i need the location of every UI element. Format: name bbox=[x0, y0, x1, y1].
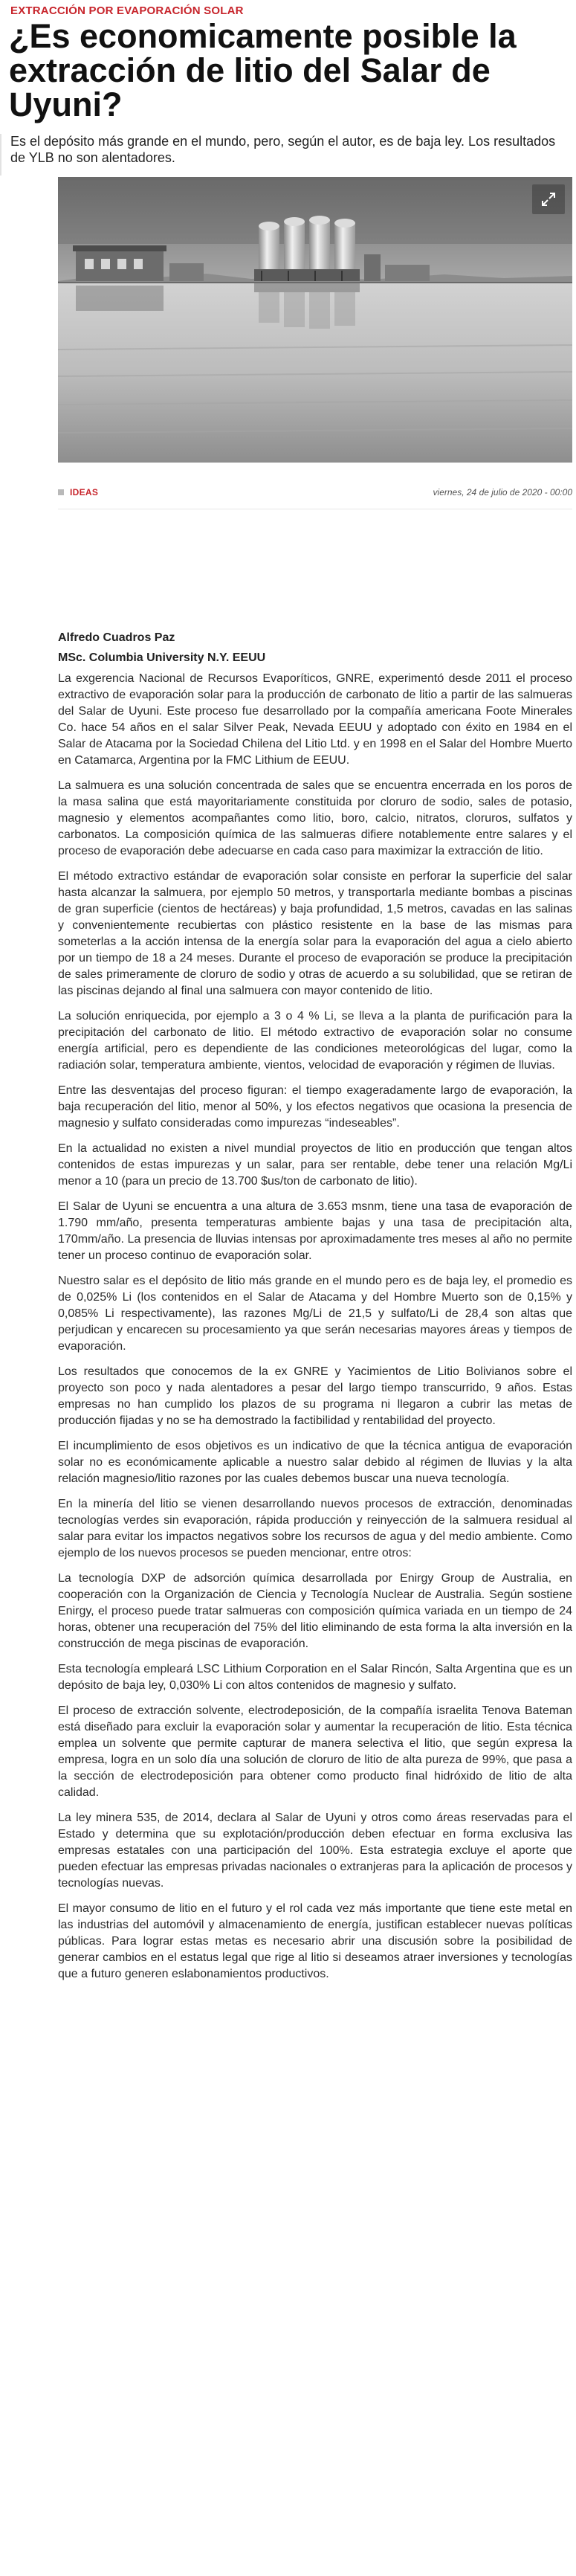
paragraph: En la actualidad no existen a nivel mundial proyectos de litio en producción que tengan altos contenidos de estas impurezas y un salar, para ser rentable, debe tener una relación Mg/Li menor a 10 (para un precio de 13.700 $us/ton de carbonato de litio). bbox=[58, 1142, 572, 1188]
publish-date: viernes, 24 de julio de 2020 - 00:00 bbox=[433, 487, 572, 498]
article-body bbox=[58, 628, 572, 1983]
paragraph: La solución enriquecida, por ejemplo a 3 o 4 % Li, se lleva a la planta de purificación para la precipitación del carbonato de litio. El método extractivo de evaporación solar no consume energía artificial, pero es dependiente de las condiciones meteorológicas del lugar, como la radiación solar, temperatura ambiente, vientos, velocidad de evaporación y régimen de lluvias. bbox=[58, 1010, 572, 1072]
category-tag[interactable] bbox=[58, 487, 98, 498]
paragraph: El método extractivo estándar de evaporación solar consiste en perforar la superficie del salar hasta alcanzar la salmuera, por ejemplo 50 metros, y transportarla mediante bombas a piscinas de gran superficie (cientos de hectáreas) y baja profundidad, 1,5 metros, cavadas en las salinas y convenientemente recubiertas con plástico resistente en la base de las mismas para someterlas a la acción intensa de la energía solar para la evaporación del agua a cielo abierto por un tiempo de 18 a 24 meses. Durante el proceso de evaporación se produce la precipitación de sales primeramente de cloruro de sodio y otras de acuerdo a su solubilidad, que se retiran de las piscinas dejando al final una salmuera con mayor contenido de litio. bbox=[58, 870, 572, 997]
paragraph: Los resultados que conocemos de la ex GNRE y Yacimientos de Litio Bolivianos sobre el proyecto son poco y nada alentadores a pesar del largo tiempo transcurrido, 9 años. Estas empresas no han cumplido los plazos de su programa ni llegaron a cubrir las metas de producción fijadas y no se ha demostrado la factibilidad y rentabilidad del proyecto. bbox=[58, 1365, 572, 1427]
salt-flat-plant-photo bbox=[58, 177, 572, 463]
paragraph: La exgerencia Nacional de Recursos Evaporíticos, GNRE, experimentó desde 2011 el proceso extractivo de evaporación solar para la producción de carbonato de litio a partir de las salmueras del Salar de Uyuni. Este proceso fue desarrollado por la compañía americana Foote Minerales Co. hace 54 años en el salar Silver Peak, Nevada EEUU y adoptado con éxito en 1984 en el Salar de Atacama por la Sociedad Chilena del Litio Ltd. y en 1998 en el Salar del Hombre Muerto en Catamarca, Argentina por la FMC Lithium de EEUU. bbox=[58, 672, 572, 767]
subtitle-accent-bar bbox=[0, 134, 1, 176]
author-title: MSc. Columbia University N.Y. EEUU bbox=[58, 651, 266, 664]
article-meta bbox=[58, 485, 572, 501]
section-kicker[interactable]: EXTRACCIÓN POR EVAPORACIÓN SOLAR bbox=[10, 4, 244, 17]
paragraph: La ley minera 535, de 2014, declara al Salar de Uyuni y otros como áreas reservadas para el Estado y determina que su explotación/producción deben efectuar en forma exclusiva las empresas estatales con una participación del 100%. Esta estrategia excluye el aporte que pueden efectuar las empresas privadas nacionales o extranjeras para la aplicación de procesos y tecnologías nuevas. bbox=[58, 1812, 572, 1890]
category-label: IDEAS bbox=[70, 487, 99, 498]
paragraph: La tecnología DXP de adsorción química desarrollada por Enirgy Group de Australia, en cooperación con la Organización de Ciencia y Tecnología Nuclear de Australia. Según sostiene Enirgy, el proceso puede tratar salmueras con composición química variada en un tiempo de 24 horas, obtener una recuperación del 75% del litio eliminando de esta forma la alta inversión en la construcción de mega piscinas de evaporación. bbox=[58, 1572, 572, 1650]
hero-image[interactable] bbox=[58, 177, 572, 463]
square-bullet-icon bbox=[58, 489, 64, 495]
paragraph: Entre las desventajas del proceso figuran: el tiempo exageradamente largo de evaporación, la baja recuperación del litio, menor al 50%, y los efectos negativos que ocasiona la presencia de magnesio y sulfato consideradas como impurezas “indeseables”. bbox=[58, 1084, 572, 1130]
paragraph: El Salar de Uyuni se encuentra a una altura de 3.653 msnm, tiene una tasa de evaporación de 1.790 mm/año, presenta temperaturas ambiente bajas y una tasa de precipitación alta, 170mm/año. La presencia de lluvias intensas por aproximadamente tres meses al año no permite tener un proceso continuo de evaporación solar. bbox=[58, 1200, 572, 1262]
paragraph: En la minería del litio se vienen desarrollando nuevos procesos de extracción, denominadas tecnologías verdes sin evaporación, rápida producción y reinyección de la salmuera residual al salar para evitar los impactos negativos sobre los recursos de agua y del medio ambiente. Como ejemplo de los nuevos procesos se pueden mencionar, entre otros: bbox=[58, 1498, 572, 1559]
paragraph: El proceso de extracción solvente, electrodeposición, de la compañía israelita Tenova Bateman está diseñado para excluir la evaporación solar y aumentar la recuperación de litio. Esta técnica emplea un solvente que permite capturar de manera selectiva el litio, que según expresa la empresa, logra en un solo día una solución de cloruro de litio de alta pureza de 99%, que pasa a la sección de electrodeposición para obtener como producto final hidróxido de litio de alta calidad. bbox=[58, 1704, 572, 1799]
expand-image-button[interactable] bbox=[532, 184, 565, 214]
paragraph: Esta tecnología empleará LSC Lithium Corporation en el Salar Rincón, Salta Argentina que es un depósito de baja ley, 0,030% Li con altos contenidos de magnesio y sulfato. bbox=[58, 1663, 572, 1692]
paragraph: Nuestro salar es el depósito de litio más grande en el mundo pero es de baja ley, el promedio es de 0,025% Li (los contenidos en el Salar de Atacama y del Hombre Muerto son de 0,15% y 0,085% Li respectivamente), las razones Mg/Li de 21,5 y sulfato/Li de 28,4 son altas que perjudican y encarecen su procesamiento ya que serán necesarias mayores áreas y tiempos de evaporación. bbox=[58, 1275, 572, 1353]
paragraph: El incumplimiento de esos objetivos es un indicativo de que la técnica antigua de evaporación solar no es económicamente aplicable a nuestro salar debido al régimen de lluvias y la alta relación magnesio/litio razones por las cuales debemos buscar una nueva tecnología. bbox=[58, 1440, 572, 1485]
page-subtitle: Es el depósito más grande en el mundo, pero, según el autor, es de baja ley. Los resultados de YLB no son alentadores. bbox=[10, 134, 556, 165]
expand-icon bbox=[540, 191, 557, 207]
author-name: Alfredo Cuadros Paz bbox=[58, 631, 175, 644]
paragraph: La salmuera es una solución concentrada de sales que se encuentra encerrada en los poros de la masa salina que está mayoritariamente constituida por cloruro de sodio, sales de potasio, magnesio y elementos acompañantes como litio, boro, calcio, nitratos, cloruros, sulfatos y carbonatos. La composición química de las salmueras difiere notablemente entre salares y el proceso de evaporación debe adecuarse en cada caso para maximizar la extracción de litio. bbox=[58, 779, 572, 857]
paragraph: El mayor consumo de litio en el futuro y el rol cada vez más importante que tiene este metal en las industrias del automóvil y almacenamiento de energía, justifican establecer nuevas políticas públicas. Para lograr estas metas es necesario abrir una discusión sobre la posibilidad de generar cambios en el estatus legal que rige al litio si deseamos atraer inversiones y tecnologías que a futuro generen eslabonamientos productivos. bbox=[58, 1902, 572, 1980]
page-title: ¿Es economicamente posible la extracción de litio del Salar de Uyuni? bbox=[9, 17, 517, 123]
